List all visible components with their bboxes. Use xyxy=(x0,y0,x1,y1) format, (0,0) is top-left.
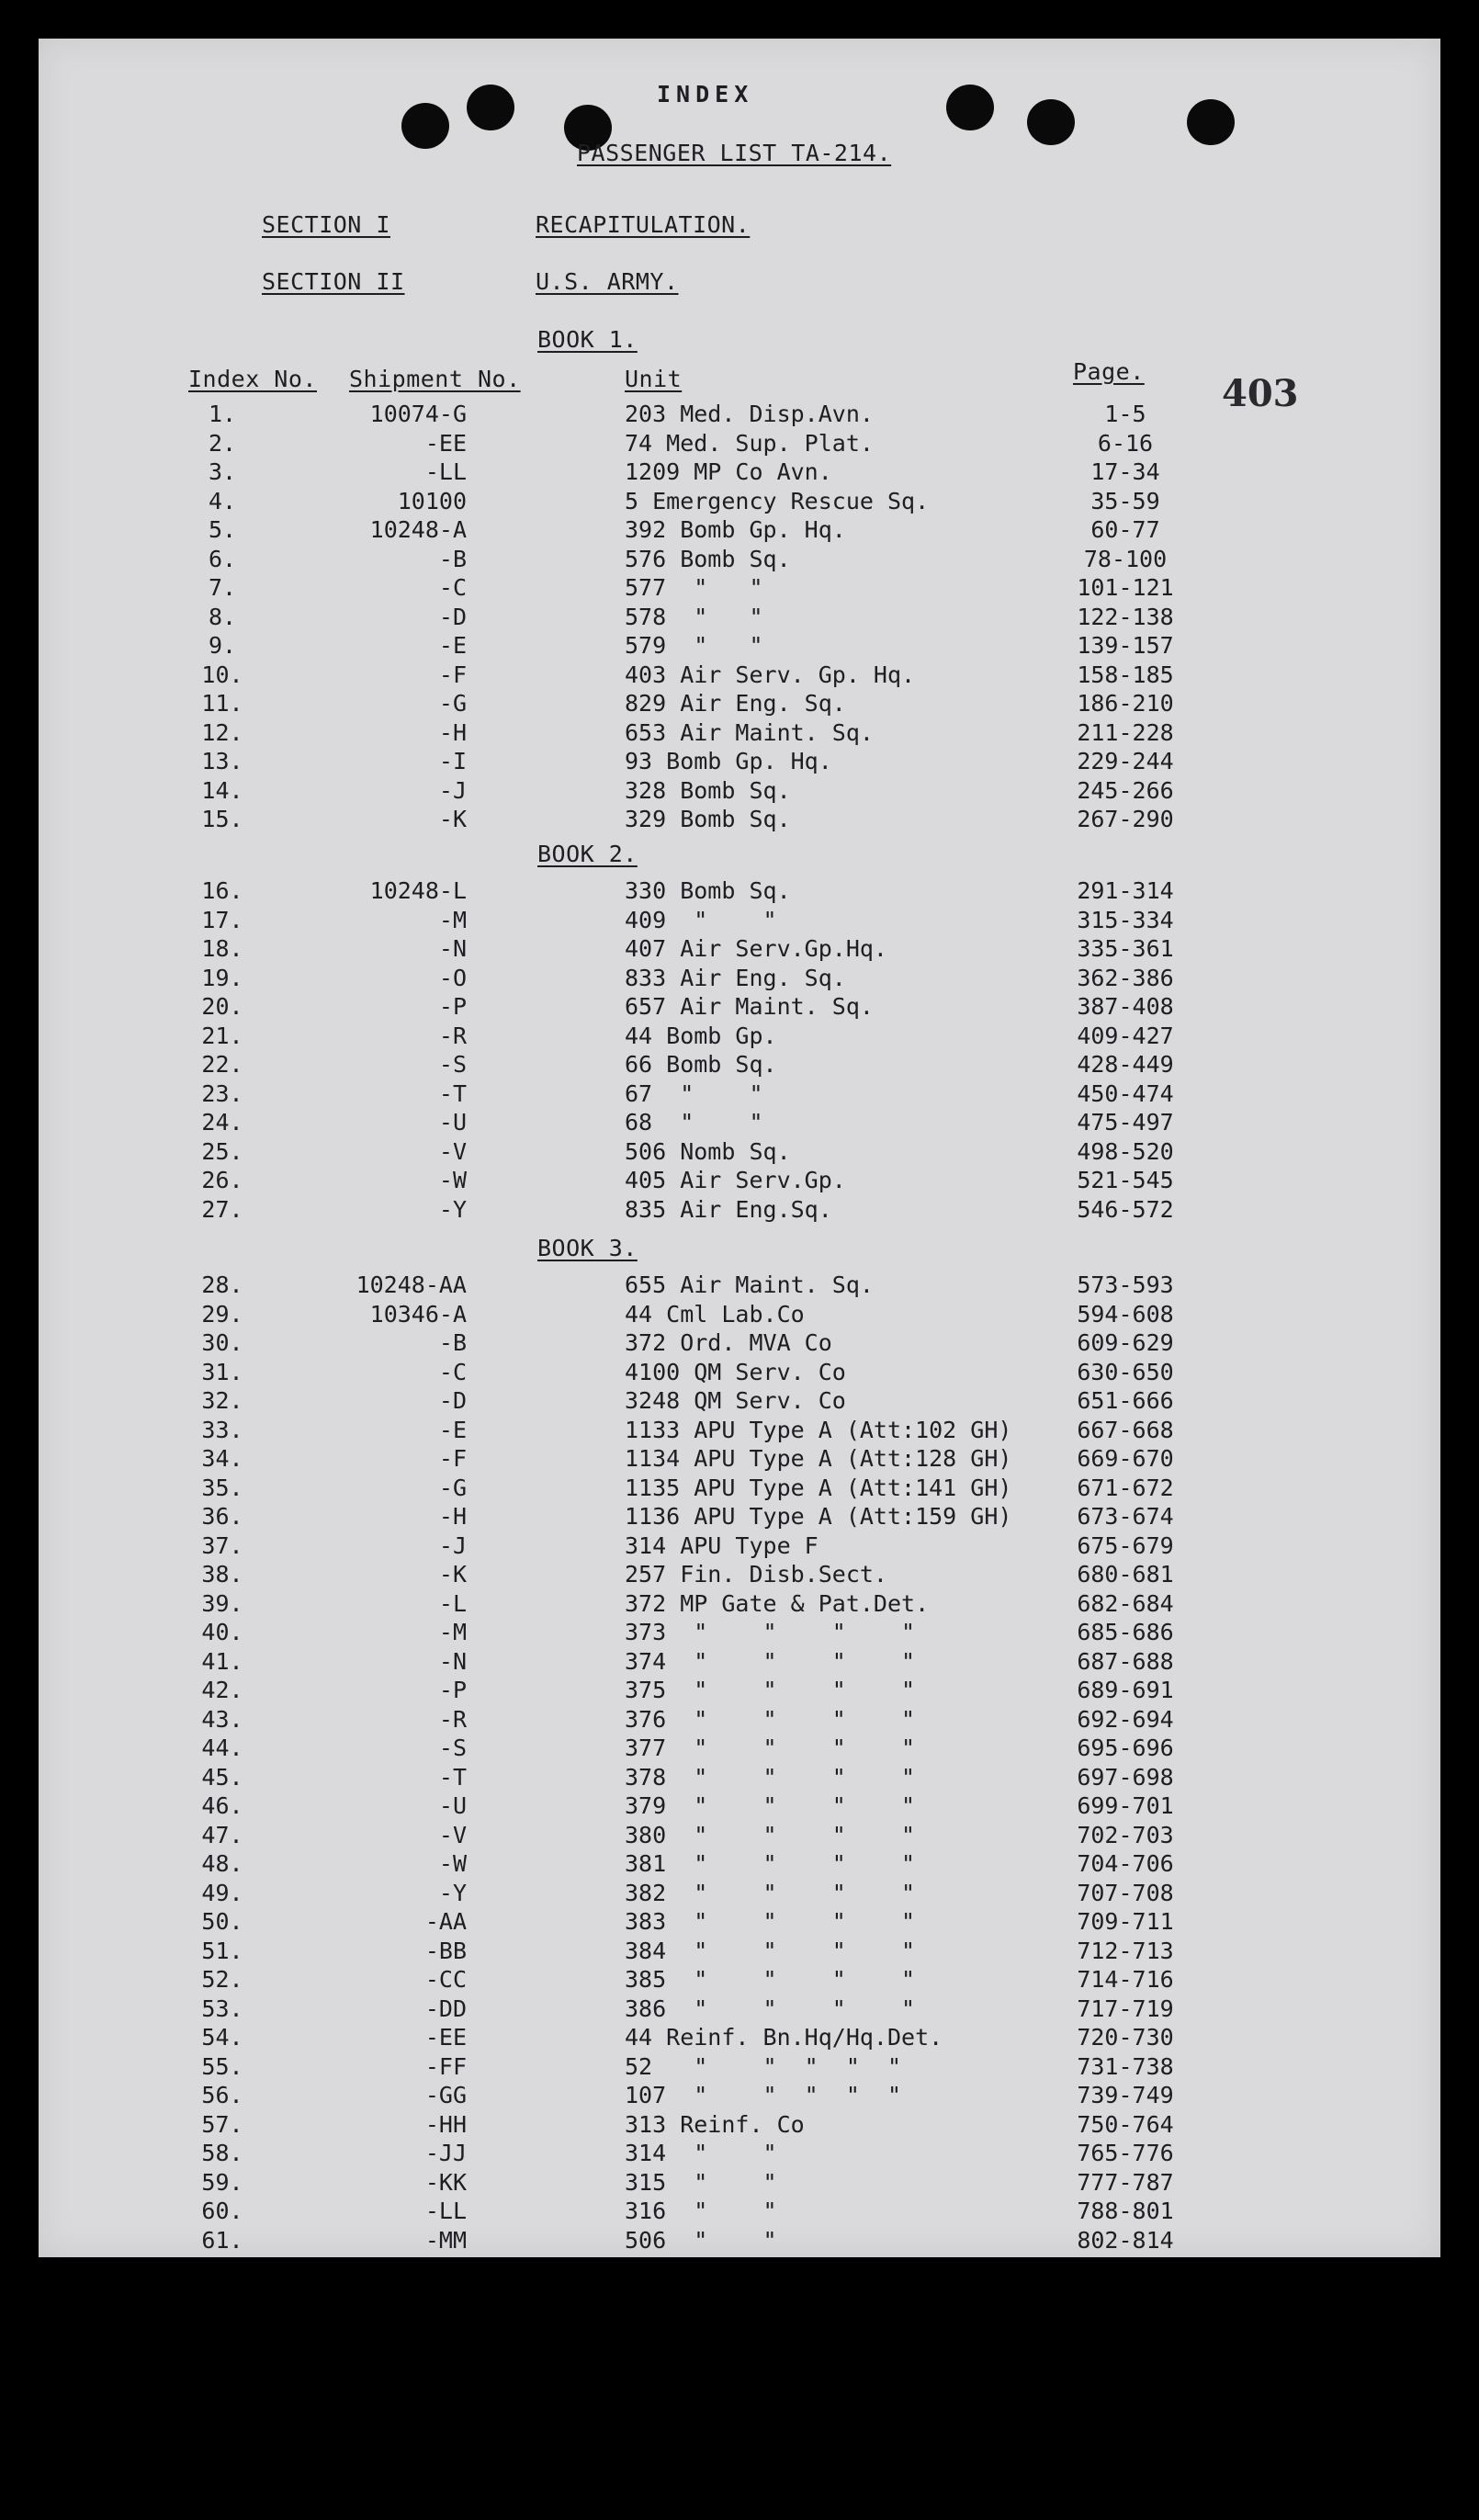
page-cell: 720-730 xyxy=(1077,2024,1174,2051)
page-cell: 546-572 xyxy=(1077,1195,1174,1223)
shipment-cell: -BB xyxy=(424,1937,467,1964)
page-cell: 687-688 xyxy=(1077,1647,1174,1675)
shipment-cell: -N xyxy=(438,1647,467,1675)
index-cell: 29. xyxy=(201,1300,243,1328)
unit-cell: 67 " " xyxy=(625,1079,763,1107)
shipment-cell: 10346-A xyxy=(369,1300,467,1328)
page-cell: 186-210 xyxy=(1077,690,1174,717)
page-cell: 717-719 xyxy=(1077,1995,1174,2022)
unit-cell: 386 " " " " xyxy=(625,1995,916,2022)
page-cell: 692-694 xyxy=(1077,1705,1174,1733)
index-cell: 3. xyxy=(208,458,237,485)
page-cell: 475-497 xyxy=(1077,1109,1174,1136)
shipment-cell: -R xyxy=(438,1705,467,1733)
index-cell: 8. xyxy=(208,603,237,630)
shipment-cell: -MM xyxy=(424,2226,467,2254)
shipment-cell: -E xyxy=(438,632,467,659)
unit-cell: 578 " " xyxy=(625,603,763,630)
unit-cell: 579 " " xyxy=(625,632,763,659)
shipment-cell: 10248-AA xyxy=(356,1271,467,1298)
unit-cell: 4100 QM Serv. Co xyxy=(625,1358,846,1385)
unit-cell: 44 Reinf. Bn.Hq/Hq.Det. xyxy=(625,2024,943,2051)
index-cell: 5. xyxy=(208,516,237,543)
shipment-cell: -T xyxy=(438,1079,467,1107)
unit-cell: 380 " " " " xyxy=(625,1821,916,1848)
page-cell: 699-701 xyxy=(1077,1792,1174,1819)
unit-cell: 330 Bomb Sq. xyxy=(625,877,791,904)
index-cell: 7. xyxy=(208,574,237,601)
page-cell: 245-266 xyxy=(1077,776,1174,804)
unit-cell: 66 Bomb Sq. xyxy=(625,1051,777,1078)
index-cell: 27. xyxy=(201,1195,243,1223)
page-cell: 702-703 xyxy=(1077,1821,1174,1848)
section-name: RECAPITULATION. xyxy=(536,211,751,238)
index-cell: 44. xyxy=(201,1735,243,1761)
page-cell: 802-814 xyxy=(1077,2226,1174,2254)
shipment-cell: -D xyxy=(438,1387,467,1414)
shipment-cell: -J xyxy=(438,1531,467,1559)
shipment-cell: -M xyxy=(438,906,467,933)
page-cell: 651-666 xyxy=(1077,1387,1174,1414)
unit-cell: 405 Air Serv.Gp. xyxy=(625,1167,846,1193)
index-cell: 6. xyxy=(208,545,237,572)
unit-cell: 3248 QM Serv. Co xyxy=(625,1387,846,1414)
shipment-cell: -V xyxy=(438,1137,467,1165)
index-cell: 32. xyxy=(201,1387,243,1414)
book-title: BOOK 3. xyxy=(537,1235,638,1261)
index-cell: 40. xyxy=(201,1619,243,1645)
page-cell: 267-290 xyxy=(1077,806,1174,832)
index-cell: 41. xyxy=(201,1647,243,1675)
shipment-cell: -H xyxy=(438,718,467,746)
page-cell: 498-520 xyxy=(1077,1137,1174,1165)
unit-cell: 375 " " " " xyxy=(625,1677,916,1703)
unit-cell: 203 Med. Disp.Avn. xyxy=(625,401,874,427)
unit-cell: 377 " " " " xyxy=(625,1735,916,1761)
page-cell: 409-427 xyxy=(1077,1022,1174,1049)
punch-hole xyxy=(946,85,994,130)
page-cell: 671-672 xyxy=(1077,1474,1174,1501)
index-cell: 16. xyxy=(201,877,243,904)
index-cell: 19. xyxy=(201,964,243,991)
shipment-cell: -P xyxy=(438,1677,467,1703)
page-cell: 673-674 xyxy=(1077,1503,1174,1530)
shipment-cell: -U xyxy=(438,1792,467,1819)
index-cell: 54. xyxy=(201,2024,243,2051)
index-cell: 22. xyxy=(201,1051,243,1078)
punch-hole xyxy=(1187,99,1235,145)
shipment-cell: -CC xyxy=(424,1966,467,1993)
shipment-cell: -W xyxy=(438,1850,467,1877)
unit-cell: 378 " " " " xyxy=(625,1763,916,1791)
shipment-cell: -K xyxy=(438,806,467,832)
index-cell: 43. xyxy=(201,1705,243,1733)
unit-cell: 376 " " " " xyxy=(625,1705,916,1733)
page-cell: 714-716 xyxy=(1077,1966,1174,1993)
shipment-cell: -H xyxy=(438,1503,467,1530)
page-cell: 335-361 xyxy=(1077,935,1174,962)
unit-cell: 829 Air Eng. Sq. xyxy=(625,690,846,717)
unit-cell: 68 " " xyxy=(625,1109,763,1136)
punch-hole xyxy=(467,85,514,130)
shipment-cell: -EE xyxy=(424,429,467,457)
punch-hole xyxy=(1027,99,1075,145)
index-cell: 55. xyxy=(201,2052,243,2080)
index-cell: 47. xyxy=(201,1821,243,1848)
unit-cell: 409 " " xyxy=(625,906,777,933)
unit-cell: 372 Ord. MVA Co xyxy=(625,1329,832,1356)
index-cell: 31. xyxy=(201,1358,243,1385)
page-cell: 158-185 xyxy=(1077,661,1174,688)
shipment-cell: -G xyxy=(438,1474,467,1501)
page-cell: 675-679 xyxy=(1077,1531,1174,1559)
unit-cell: 372 MP Gate & Pat.Det. xyxy=(625,1589,930,1617)
index-cell: 58. xyxy=(201,2140,243,2166)
shipment-cell: -R xyxy=(438,1022,467,1049)
index-cell: 61. xyxy=(201,2226,243,2254)
index-cell: 25. xyxy=(201,1137,243,1165)
unit-cell: 576 Bomb Sq. xyxy=(625,545,791,572)
shipment-cell: 10074-G xyxy=(369,401,467,427)
unit-cell: 657 Air Maint. Sq. xyxy=(625,993,874,1020)
index-cell: 53. xyxy=(201,1995,243,2022)
unit-cell: 506 Nomb Sq. xyxy=(625,1137,791,1165)
unit-cell: 314 " " xyxy=(625,2140,777,2166)
shipment-cell: -AA xyxy=(424,1908,467,1935)
page-cell: 669-670 xyxy=(1077,1445,1174,1472)
shipment-cell: -W xyxy=(438,1167,467,1193)
unit-cell: 374 " " " " xyxy=(625,1647,916,1675)
index-cell: 45. xyxy=(201,1763,243,1791)
page-cell: 17-34 xyxy=(1090,458,1160,485)
shipment-cell: -P xyxy=(438,993,467,1020)
shipment-cell: 10100 xyxy=(397,487,467,514)
shipment-cell: -S xyxy=(438,1735,467,1761)
unit-cell: 835 Air Eng.Sq. xyxy=(625,1195,832,1223)
page-cell: 739-749 xyxy=(1077,2082,1174,2108)
unit-cell: 52 " " " " " xyxy=(625,2052,902,2080)
index-cell: 12. xyxy=(201,718,243,746)
unit-cell: 392 Bomb Gp. Hq. xyxy=(625,516,846,543)
unit-cell: 1133 APU Type A (Att:102 GH) xyxy=(625,1416,1012,1443)
page-cell: 682-684 xyxy=(1077,1589,1174,1617)
index-cell: 20. xyxy=(201,993,243,1020)
unit-cell: 1135 APU Type A (Att:141 GH) xyxy=(625,1474,1012,1501)
shipment-cell: -Y xyxy=(438,1195,467,1223)
shipment-cell: -V xyxy=(438,1821,467,1848)
unit-cell: 385 " " " " xyxy=(625,1966,916,1993)
unit-cell: 1209 MP Co Avn. xyxy=(625,458,832,485)
shipment-cell: -DD xyxy=(424,1995,467,2022)
index-cell: 56. xyxy=(201,2082,243,2108)
page-number-stamp: 403 xyxy=(1222,372,1299,415)
index-cell: 2. xyxy=(208,429,237,457)
book-title: BOOK 1. xyxy=(537,326,638,353)
index-cell: 11. xyxy=(201,690,243,717)
index-cell: 30. xyxy=(201,1329,243,1356)
unit-cell: 407 Air Serv.Gp.Hq. xyxy=(625,935,887,962)
shipment-cell: -KK xyxy=(424,2168,467,2196)
unit-cell: 373 " " " " xyxy=(625,1619,916,1645)
shipment-cell: -Y xyxy=(438,1879,467,1906)
index-cell: 13. xyxy=(201,748,243,774)
unit-cell: 74 Med. Sup. Plat. xyxy=(625,429,874,457)
unit-cell: 44 Bomb Gp. xyxy=(625,1022,777,1049)
page-cell: 6-16 xyxy=(1097,429,1154,457)
page-cell: 667-668 xyxy=(1077,1416,1174,1443)
shipment-cell: 10248-L xyxy=(369,877,467,904)
index-cell: 28. xyxy=(201,1271,243,1298)
unit-cell: 655 Air Maint. Sq. xyxy=(625,1271,874,1298)
page-cell: 139-157 xyxy=(1077,632,1174,659)
page-cell: 35-59 xyxy=(1090,487,1160,514)
index-cell: 34. xyxy=(201,1445,243,1472)
shipment-cell: -T xyxy=(438,1763,467,1791)
index-cell: 57. xyxy=(201,2110,243,2138)
shipment-cell: -G xyxy=(438,690,467,717)
page-title: INDEX xyxy=(657,81,754,107)
unit-cell: 403 Air Serv. Gp. Hq. xyxy=(625,661,916,688)
page-subtitle: PASSENGER LIST TA-214. xyxy=(577,140,892,166)
page-cell: 750-764 xyxy=(1077,2110,1174,2138)
index-cell: 15. xyxy=(201,806,243,832)
page-cell: 707-708 xyxy=(1077,1879,1174,1906)
page-cell: 609-629 xyxy=(1077,1329,1174,1356)
unit-cell: 44 Cml Lab.Co xyxy=(625,1300,805,1328)
unit-cell: 314 APU Type F xyxy=(625,1531,819,1559)
section-label: SECTION I xyxy=(262,211,390,238)
shipment-cell: -M xyxy=(438,1619,467,1645)
shipment-cell: -D xyxy=(438,603,467,630)
page-cell: 229-244 xyxy=(1077,748,1174,774)
shipment-cell: -L xyxy=(438,1589,467,1617)
unit-cell: 1134 APU Type A (Att:128 GH) xyxy=(625,1445,1012,1472)
index-cell: 37. xyxy=(201,1531,243,1559)
page-cell: 60-77 xyxy=(1090,516,1160,543)
unit-cell: 329 Bomb Sq. xyxy=(625,806,791,832)
book-title: BOOK 2. xyxy=(537,841,638,867)
page-cell: 709-711 xyxy=(1077,1908,1174,1935)
unit-cell: 653 Air Maint. Sq. xyxy=(625,718,874,746)
shipment-cell: -LL xyxy=(424,458,467,485)
index-cell: 35. xyxy=(201,1474,243,1501)
index-cell: 52. xyxy=(201,1966,243,1993)
section-name: U.S. ARMY. xyxy=(536,268,679,295)
punch-hole xyxy=(401,103,449,149)
index-cell: 42. xyxy=(201,1677,243,1703)
index-cell: 10. xyxy=(201,661,243,688)
column-header-shipment: Shipment No. xyxy=(349,366,521,392)
unit-cell: 257 Fin. Disb.Sect. xyxy=(625,1561,887,1588)
page-cell: 211-228 xyxy=(1077,718,1174,746)
page-cell: 291-314 xyxy=(1077,877,1174,904)
page-cell: 788-801 xyxy=(1077,2198,1174,2224)
shipment-cell: -FF xyxy=(424,2052,467,2080)
shipment-cell: -C xyxy=(438,1358,467,1385)
index-cell: 17. xyxy=(201,906,243,933)
column-header-index: Index No. xyxy=(188,366,317,392)
shipment-cell: -B xyxy=(438,545,467,572)
page-cell: 1-5 xyxy=(1104,401,1146,427)
index-cell: 1. xyxy=(208,401,237,427)
page-cell: 704-706 xyxy=(1077,1850,1174,1877)
unit-cell: 379 " " " " xyxy=(625,1792,916,1819)
shipment-cell: -N xyxy=(438,935,467,962)
index-cell: 51. xyxy=(201,1937,243,1964)
page-cell: 731-738 xyxy=(1077,2052,1174,2080)
page-cell: 362-386 xyxy=(1077,964,1174,991)
index-cell: 14. xyxy=(201,776,243,804)
unit-cell: 506 " " xyxy=(625,2226,777,2254)
shipment-cell: -GG xyxy=(424,2082,467,2108)
index-cell: 46. xyxy=(201,1792,243,1819)
page-cell: 712-713 xyxy=(1077,1937,1174,1964)
page-cell: 697-698 xyxy=(1077,1763,1174,1791)
shipment-cell: -B xyxy=(438,1329,467,1356)
shipment-cell: 10248-A xyxy=(369,516,467,543)
index-cell: 36. xyxy=(201,1503,243,1530)
section-label: SECTION II xyxy=(262,268,405,295)
unit-cell: 328 Bomb Sq. xyxy=(625,776,791,804)
index-cell: 18. xyxy=(201,935,243,962)
page-cell: 450-474 xyxy=(1077,1079,1174,1107)
unit-cell: 313 Reinf. Co xyxy=(625,2110,805,2138)
shipment-cell: -EE xyxy=(424,2024,467,2051)
shipment-cell: -C xyxy=(438,574,467,601)
index-cell: 24. xyxy=(201,1109,243,1136)
index-cell: 26. xyxy=(201,1167,243,1193)
unit-cell: 315 " " xyxy=(625,2168,777,2196)
index-cell: 9. xyxy=(208,632,237,659)
shipment-cell: -U xyxy=(438,1109,467,1136)
shipment-cell: -HH xyxy=(424,2110,467,2138)
column-header-page: Page. xyxy=(1073,358,1145,385)
page-cell: 685-686 xyxy=(1077,1619,1174,1645)
unit-cell: 833 Air Eng. Sq. xyxy=(625,964,846,991)
page-cell: 680-681 xyxy=(1077,1561,1174,1588)
page-cell: 428-449 xyxy=(1077,1051,1174,1078)
unit-cell: 5 Emergency Rescue Sq. xyxy=(625,487,930,514)
index-cell: 38. xyxy=(201,1561,243,1588)
unit-cell: 382 " " " " xyxy=(625,1879,916,1906)
page-cell: 689-691 xyxy=(1077,1677,1174,1703)
shipment-cell: -F xyxy=(438,1445,467,1472)
page-cell: 573-593 xyxy=(1077,1271,1174,1298)
page-cell: 594-608 xyxy=(1077,1300,1174,1328)
shipment-cell: -F xyxy=(438,661,467,688)
shipment-cell: -O xyxy=(438,964,467,991)
page-cell: 122-138 xyxy=(1077,603,1174,630)
page-cell: 315-334 xyxy=(1077,906,1174,933)
shipment-cell: -I xyxy=(438,748,467,774)
unit-cell: 316 " " xyxy=(625,2198,777,2224)
shipment-cell: -JJ xyxy=(424,2140,467,2166)
index-cell: 21. xyxy=(201,1022,243,1049)
unit-cell: 107 " " " " " xyxy=(625,2082,902,2108)
page-cell: 521-545 xyxy=(1077,1167,1174,1193)
index-cell: 50. xyxy=(201,1908,243,1935)
index-cell: 23. xyxy=(201,1079,243,1107)
index-cell: 39. xyxy=(201,1589,243,1617)
page-cell: 387-408 xyxy=(1077,993,1174,1020)
page-cell: 777-787 xyxy=(1077,2168,1174,2196)
unit-cell: 383 " " " " xyxy=(625,1908,916,1935)
unit-cell: 1136 APU Type A (Att:159 GH) xyxy=(625,1503,1012,1530)
column-header-unit: Unit xyxy=(625,366,683,392)
index-cell: 60. xyxy=(201,2198,243,2224)
unit-cell: 93 Bomb Gp. Hq. xyxy=(625,748,832,774)
page-cell: 78-100 xyxy=(1083,545,1168,572)
unit-cell: 577 " " xyxy=(625,574,763,601)
shipment-cell: -J xyxy=(438,776,467,804)
index-cell: 49. xyxy=(201,1879,243,1906)
unit-cell: 384 " " " " xyxy=(625,1937,916,1964)
index-cell: 48. xyxy=(201,1850,243,1877)
unit-cell: 381 " " " " xyxy=(625,1850,916,1877)
shipment-cell: -E xyxy=(438,1416,467,1443)
shipment-cell: -LL xyxy=(424,2198,467,2224)
index-cell: 33. xyxy=(201,1416,243,1443)
index-cell: 4. xyxy=(208,487,237,514)
page-cell: 695-696 xyxy=(1077,1735,1174,1761)
index-cell: 59. xyxy=(201,2168,243,2196)
shipment-cell: -K xyxy=(438,1561,467,1588)
shipment-cell: -S xyxy=(438,1051,467,1078)
page-cell: 630-650 xyxy=(1077,1358,1174,1385)
page-cell: 765-776 xyxy=(1077,2140,1174,2166)
page-cell: 101-121 xyxy=(1077,574,1174,601)
